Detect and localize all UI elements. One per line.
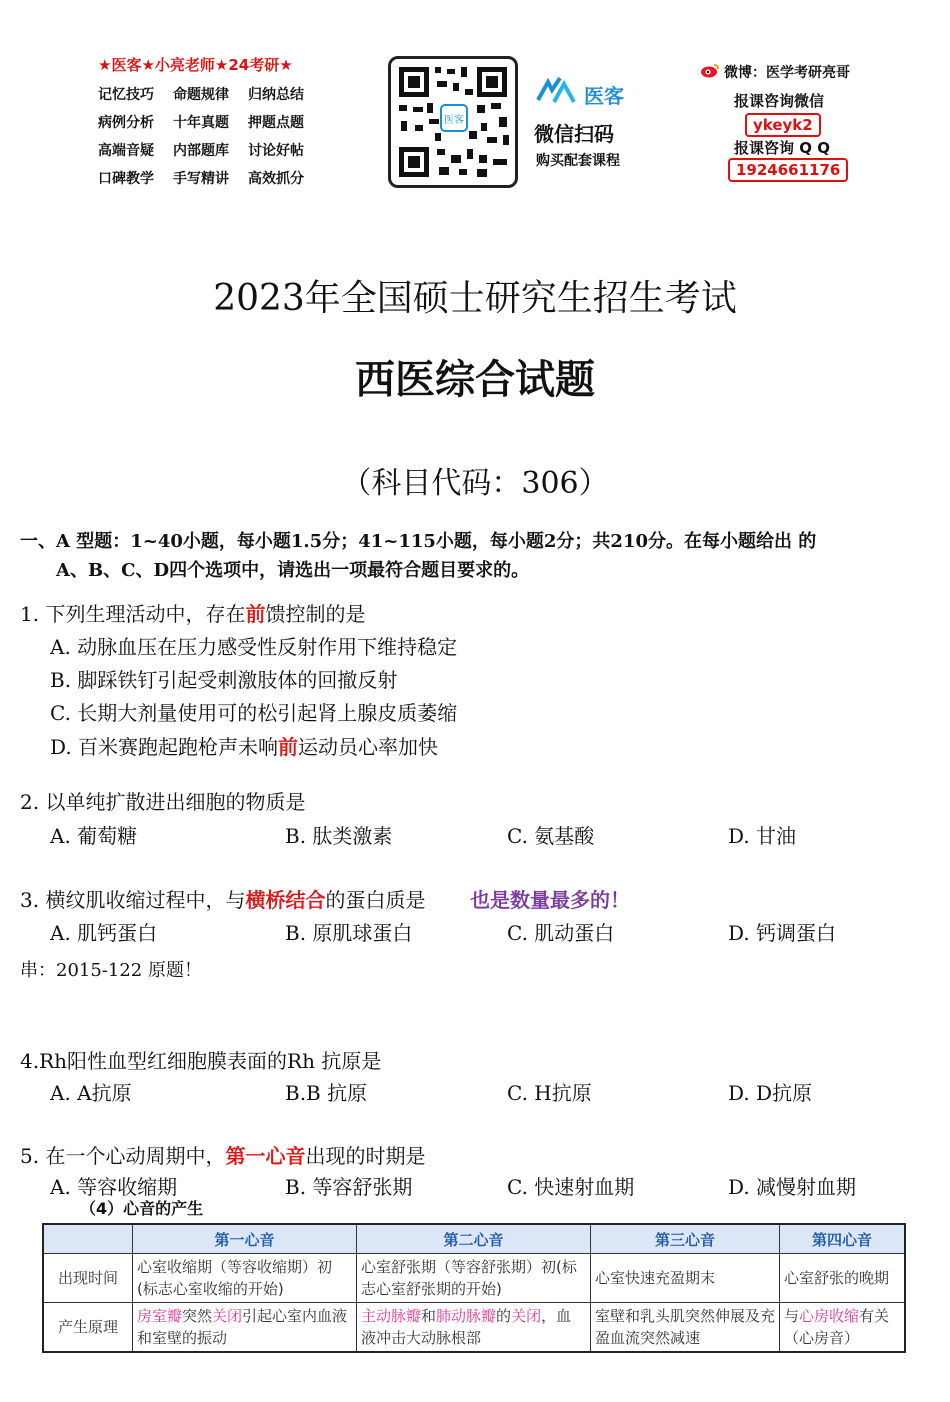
option-d: D. 减慢射血期: [728, 1175, 857, 1199]
cell-highlight: 关闭: [212, 1307, 243, 1325]
feature-item: 记忆技巧: [98, 87, 154, 103]
buy-text: 购买配套课程: [536, 153, 620, 169]
cell-text: 突然: [182, 1307, 213, 1325]
svg-text:医客: 医客: [444, 115, 464, 126]
option-c: C. 肌动蛋白: [507, 921, 615, 945]
feature-item: 讨论好帖: [248, 143, 304, 159]
stem-highlight: 横桥结合: [245, 888, 326, 912]
scan-text: 微信扫码: [534, 122, 614, 146]
subject-title: 西医综合试题: [355, 357, 595, 403]
stem-text: 3. 横纹肌收缩过程中，与: [20, 888, 246, 912]
feature-item: 内部题库: [173, 143, 229, 159]
option-c: C. 快速射血期: [507, 1175, 635, 1199]
section-line: A、B、C、D四个选项中，请选出一项最符合题目要求的。: [56, 560, 530, 581]
feature-item: 十年真题: [173, 115, 229, 131]
table-row: [43, 1254, 905, 1303]
table-header-cell: 第二心音: [357, 1224, 591, 1254]
section-instructions: [20, 527, 930, 585]
table-header-cell: [43, 1224, 133, 1254]
table-row: [43, 1303, 905, 1353]
reference-note: 串：2015-122 原题！: [20, 960, 202, 981]
stem-text: 的蛋白质是: [325, 888, 426, 912]
table-title: （4）心音的产生: [80, 1199, 204, 1218]
option-c: C. 长期大剂量使用可的松引起肾上腺皮质萎缩: [50, 701, 458, 725]
cell-text: 引起心室内血液和室壁的振动: [137, 1307, 348, 1347]
feature-item: 押题点题: [248, 115, 304, 131]
table-cell: 室壁和乳头肌突然伸展及充盈血流突然减速: [591, 1303, 780, 1353]
qq-label: 报课咨询 Q Q: [734, 139, 830, 157]
table-header-row: [43, 1224, 905, 1254]
cell-text: ，血液冲击大动脉根部: [361, 1307, 572, 1347]
weibo-line: [700, 62, 850, 82]
feature-item: 手写精讲: [173, 171, 229, 187]
stem-text: 馈控制的是: [265, 602, 366, 626]
wechat-id[interactable]: ykeyk2: [745, 113, 821, 137]
cell-highlight: 主动脉瓣: [361, 1307, 422, 1325]
option-c: C. H抗原: [507, 1081, 592, 1105]
option-text: 运动员心率加快: [298, 735, 439, 759]
cell-highlight: 心房收缩: [799, 1307, 860, 1325]
option-text: D. 百米赛跑起跑枪声未响: [50, 735, 279, 759]
option-a: A. 动脉血压在压力感受性反射作用下维持稳定: [50, 635, 458, 659]
option-b: B. 等容舒张期: [285, 1175, 413, 1199]
table-cell: 心室快速充盈期末: [591, 1254, 780, 1303]
option-b: B.B 抗原: [285, 1081, 368, 1105]
section-line: 一、A 型题：1~40小题，每小题1.5分；41~115小题，每小题2分；共210分。在每小题给出 的: [20, 531, 817, 552]
qq-id[interactable]: 1924661176: [728, 158, 848, 182]
wechat-label: 报课咨询微信: [734, 92, 825, 110]
weibo-icon: [700, 62, 720, 82]
feature-item: 高端音疑: [98, 143, 154, 159]
question-stem: [20, 884, 425, 913]
cell-text: 的: [496, 1307, 512, 1325]
stem-highlight: 前: [245, 602, 266, 626]
question-stem: [20, 598, 365, 627]
feature-grid: [98, 84, 323, 188]
feature-item: 归纳总结: [248, 87, 304, 103]
cell-highlight: 关闭: [511, 1307, 542, 1325]
table-cell: 心室舒张期（等容舒张期）初(标志心室舒张期的开始): [357, 1254, 591, 1303]
option-c: C. 氨基酸: [507, 824, 595, 848]
stem-text: 1. 下列生理活动中，存在: [20, 602, 246, 626]
option-highlight: 前: [278, 735, 299, 759]
option-b: B. 原肌球蛋白: [285, 921, 413, 945]
table-header-cell: 第三心音: [591, 1224, 780, 1254]
option-d: [50, 731, 438, 760]
option-a: A. 葡萄糖: [50, 824, 138, 848]
option-a: A. A抗原: [50, 1081, 132, 1105]
banner-title: ★医客★小亮老师★24考研★: [98, 56, 293, 74]
table-cell: [133, 1303, 357, 1353]
feature-item: 命题规律: [173, 87, 229, 103]
weibo-text: 微博：医学考研亮哥: [724, 65, 850, 81]
table-header-cell: 第一心音: [133, 1224, 357, 1254]
exam-title: 2023年全国硕士研究生招生考试: [213, 278, 737, 319]
logo-text: 医客: [584, 84, 624, 108]
question-stem: [20, 1140, 425, 1169]
table-cell: 心室收缩期（等容收缩期）初(标志心室收缩的开始): [133, 1254, 357, 1303]
row-label: 产生原理: [43, 1303, 133, 1353]
qr-code-icon[interactable]: [388, 56, 518, 188]
cell-text: 与: [784, 1307, 800, 1325]
stem-highlight: 第一心音: [225, 1144, 306, 1168]
table-header-cell: 第四心音: [780, 1224, 906, 1254]
annotation-note: 也是数量最多的！: [470, 888, 630, 912]
table-cell: [357, 1303, 591, 1353]
feature-item: 病例分析: [98, 115, 154, 131]
option-a: A. 肌钙蛋白: [50, 921, 158, 945]
table-cell: [780, 1303, 906, 1353]
cell-highlight: 肺动脉瓣: [436, 1307, 497, 1325]
option-b: B. 肽类激素: [285, 824, 393, 848]
heart-sound-table: [42, 1223, 906, 1353]
cell-text: 和: [421, 1307, 437, 1325]
cell-text: 有关（心房音）: [784, 1307, 890, 1347]
option-a: A. 等容收缩期: [50, 1175, 178, 1199]
feature-item: 高效抓分: [248, 171, 304, 187]
subject-code: （科目代码：306）: [341, 466, 609, 501]
option-d: D. D抗原: [728, 1081, 813, 1105]
cell-highlight: 房室瓣: [137, 1307, 183, 1325]
option-d: D. 钙调蛋白: [728, 921, 837, 945]
table-cell: 心室舒张的晚期: [780, 1254, 906, 1303]
stem-text: 出现的时期是: [305, 1144, 426, 1168]
option-d: D. 甘油: [728, 824, 797, 848]
option-b: B. 脚踩铁钉引起受刺激肢体的回撤反射: [50, 668, 398, 692]
question-stem: 2. 以单纯扩散进出细胞的物质是: [20, 790, 306, 814]
stem-text: 5. 在一个心动周期中，: [20, 1144, 226, 1168]
row-label: 出现时间: [43, 1254, 133, 1303]
question-stem: 4.Rh阳性血型红细胞膜表面的Rh 抗原是: [20, 1049, 382, 1073]
feature-item: 口碑教学: [98, 171, 154, 187]
